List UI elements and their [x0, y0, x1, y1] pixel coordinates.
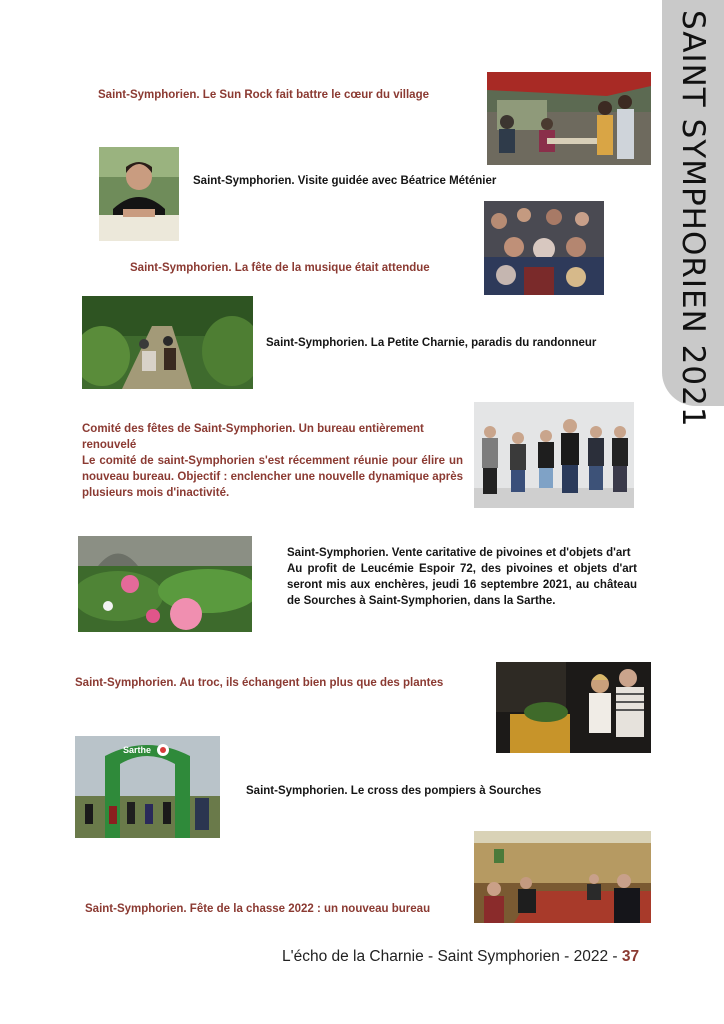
article-body-committee: Le comité de saint-Symphorien s'est récemment réunie pour élire un nouveau bureau. Objectif : enclencher une nouvelle dynamique après plusieurs mois d'inactivité.	[82, 455, 463, 499]
section-side-tab	[662, 0, 724, 428]
page-number: 37	[621, 948, 640, 965]
photo-petite-charnie	[82, 296, 253, 389]
section-title: SAINT SYMPHORIEN 2021	[675, 10, 711, 428]
article-title-peonies: Saint-Symphorien. Vente caritative de pivoines et d'objets d'art	[287, 547, 631, 559]
article-title-music-festival: Saint-Symphorien. La fête de la musique était attendue	[130, 262, 430, 274]
article-peonies	[287, 545, 637, 609]
article-body-peonies: Au profit de Leucémie Espoir 72, des pivoines et objets d'art seront mis aux enchères, jeudi 16 septembre 2021, au château de Sourches à Saint-Symphorien, dans la Sarthe.	[287, 563, 637, 607]
article-title-fire-cross: Saint-Symphorien. Le cross des pompiers à Sourches	[246, 785, 542, 797]
photo-committee	[474, 402, 634, 508]
article-title-sun-rock: Saint-Symphorien. Le Sun Rock fait battre le cœur du village	[98, 89, 430, 101]
footer-text: L'écho de la Charnie - Saint Symphorien - 2022 -	[282, 948, 622, 965]
photo-hunting-festival	[474, 831, 651, 923]
article-title-guided-visit: Saint-Symphorien. Visite guidée avec Béatrice Méténier	[193, 175, 497, 187]
article-title-hunting-festival: Saint-Symphorien. Fête de la chasse 2022 : un nouveau bureau	[85, 903, 431, 915]
photo-fire-cross	[75, 736, 220, 838]
article-title-plant-swap: Saint-Symphorien. Au troc, ils échangent bien plus que des plantes	[75, 677, 444, 689]
arch-banner-text: Sarthe	[123, 745, 152, 755]
article-title-petite-charnie: Saint-Symphorien. La Petite Charnie, paradis du randonneur	[266, 337, 597, 349]
photo-music-festival	[484, 201, 604, 295]
photo-plant-swap	[496, 662, 651, 753]
page-footer	[282, 948, 639, 966]
article-committee	[82, 421, 463, 501]
photo-peonies	[78, 536, 252, 632]
article-title-committee: Comité des fêtes de Saint-Symphorien. Un bureau entièrement renouvelé	[82, 423, 424, 451]
photo-sun-rock	[487, 72, 651, 165]
photo-guided-visit	[99, 147, 179, 241]
